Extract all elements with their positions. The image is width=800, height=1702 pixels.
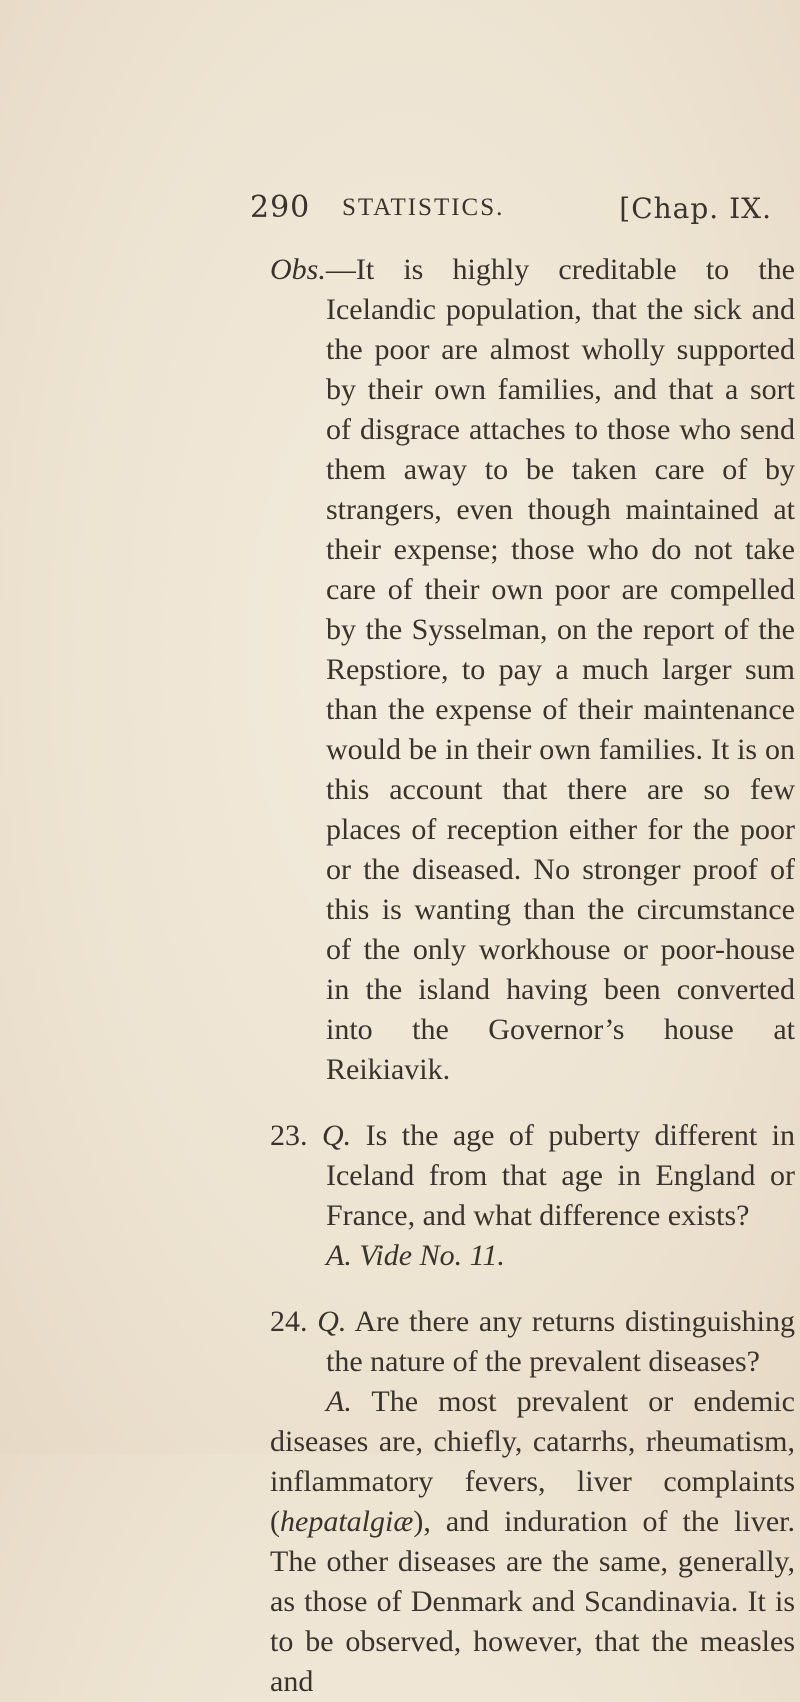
answer-24-text-2: ), and induration of the liver. The other diseases are the same, generally, as those of Denmark and Scandinavia. It is to be observed, however, that the measles and xyxy=(270,1505,795,1698)
body-text xyxy=(270,250,795,1702)
answer-23-text: Vide No. 11. xyxy=(359,1239,505,1272)
question-23-text: Is the age of puberty different in Iceland from that age in England or France, and what difference exists? xyxy=(326,1119,796,1232)
answer-24 xyxy=(270,1382,795,1702)
question-24-text: Are there any returns distinguishing the nature of the prevalent diseases? xyxy=(326,1305,795,1378)
running-title: STATISTICS. xyxy=(342,194,505,221)
chapter-reference: [Chap. IX. xyxy=(619,192,772,225)
page-number: 290 xyxy=(250,190,311,225)
page-header xyxy=(250,190,780,240)
answer-23 xyxy=(270,1236,795,1276)
question-23-number: 23. xyxy=(270,1119,308,1152)
answer-24-italic: hepatalgiæ xyxy=(280,1505,414,1538)
question-24-label: Q. xyxy=(317,1305,347,1338)
question-23-label: Q. xyxy=(321,1119,352,1152)
obs-text: —It is highly creditable to the Icelandic population, that the sick and the poor are almost wholly supported by their own families, and that a sort of disgrace attaches to those who send them away to be taken care of by strangers, even though maintained at their expense; those who do not take care of their own poor are compelled by the Sysselman, on the report of the Repstiore, to pay a much larger sum than the expense of their maintenance would be in their own families. It is on this account that there are so few places of reception either for the poor or the diseased. No stronger proof of this is wanting than the circumstance of the only workhouse or poor-house in the island having been converted into the Governor’s house at Reikiavik. xyxy=(325,253,795,1086)
question-24-number: 24. xyxy=(270,1305,308,1338)
answer-24-label: A. xyxy=(326,1385,352,1418)
question-23 xyxy=(270,1116,795,1236)
obs-label: Obs. xyxy=(270,253,326,286)
question-24 xyxy=(270,1302,795,1382)
observation-paragraph xyxy=(270,250,795,1090)
answer-24-text-1: The most prevalent or endemic diseases are, chiefly, catarrhs, rheumatism, inflammatory fevers, liver complaints ( xyxy=(270,1385,795,1538)
answer-23-label: A. xyxy=(326,1239,352,1272)
